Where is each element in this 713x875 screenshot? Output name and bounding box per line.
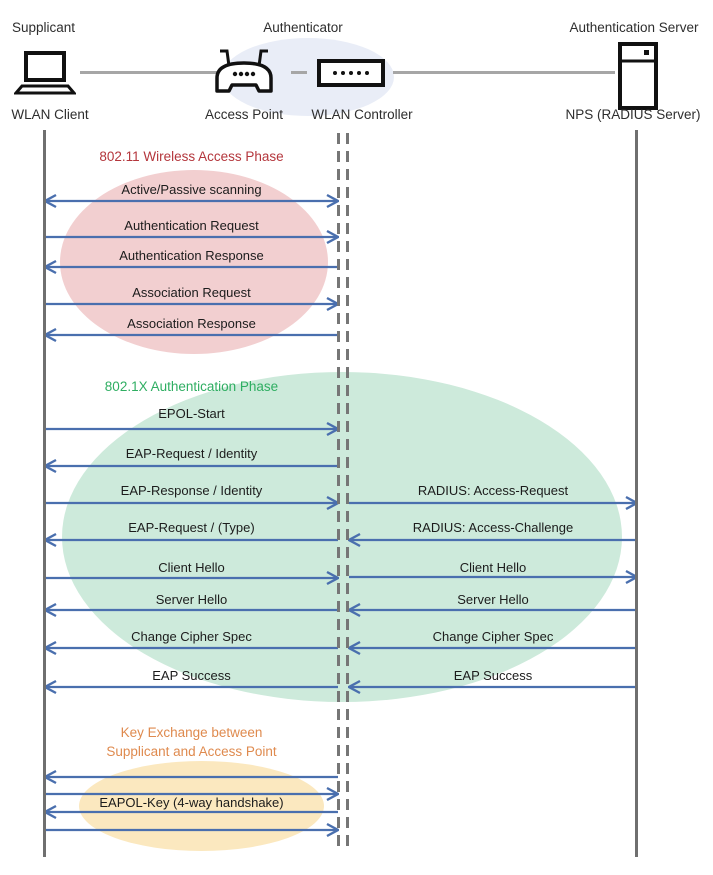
message-label: Client Hello — [459, 560, 527, 575]
message-label: EPOL-Start — [158, 406, 225, 421]
message-label: EAP-Response / Identity — [120, 483, 263, 498]
phase1-title: 802.11 Wireless Access Phase — [99, 149, 284, 164]
lifeline-wlan-client — [43, 130, 46, 857]
message-label: Server Hello — [155, 592, 228, 607]
message-arrow — [44, 822, 339, 838]
message-label: Server Hello — [457, 592, 529, 607]
message-label: RADIUS: Access-Challenge — [412, 520, 574, 535]
message-label: EAP-Request / Identity — [125, 446, 258, 461]
message-arrow — [44, 769, 339, 785]
lifeline-wlan-controller-left — [337, 133, 340, 849]
message-label: RADIUS: Access-Request — [417, 483, 569, 498]
message-label: Active/Passive scanning — [121, 182, 262, 197]
device-access-point: Access Point — [204, 107, 284, 122]
phase3-title-line1: Key Exchange between — [120, 725, 263, 740]
message-label: Association Response — [127, 316, 256, 331]
message-label: Change Cipher Spec — [432, 629, 554, 644]
message-label: EAP-Request / (Type) — [128, 520, 255, 535]
role-authenticator: Authenticator — [263, 20, 343, 35]
message-label: EAP Success — [152, 668, 231, 683]
message-label: Association Request — [132, 285, 251, 300]
device-wlan-controller: WLAN Controller — [311, 107, 413, 122]
phase2-title: 802.1X Authentication Phase — [104, 379, 279, 394]
device-nps-radius-server: NPS (RADIUS Server) — [565, 107, 701, 122]
message-label: Client Hello — [158, 560, 225, 575]
device-wlan-client: WLAN Client — [11, 107, 89, 122]
message-label: EAPOL-Key (4-way handshake) — [99, 795, 284, 810]
message-label: Change Cipher Spec — [131, 629, 252, 644]
message-label: Authentication Response — [119, 248, 264, 263]
lifeline-wlan-controller-right — [346, 133, 349, 849]
message-arrow — [44, 421, 339, 437]
message-label: Authentication Request — [124, 218, 259, 233]
lifeline-nps-server — [635, 130, 638, 857]
phase3-title-line2: Supplicant and Access Point — [106, 744, 277, 759]
message-label: EAP Success — [453, 668, 533, 683]
role-authentication-server: Authentication Server — [569, 20, 699, 35]
role-supplicant: Supplicant — [12, 20, 76, 35]
